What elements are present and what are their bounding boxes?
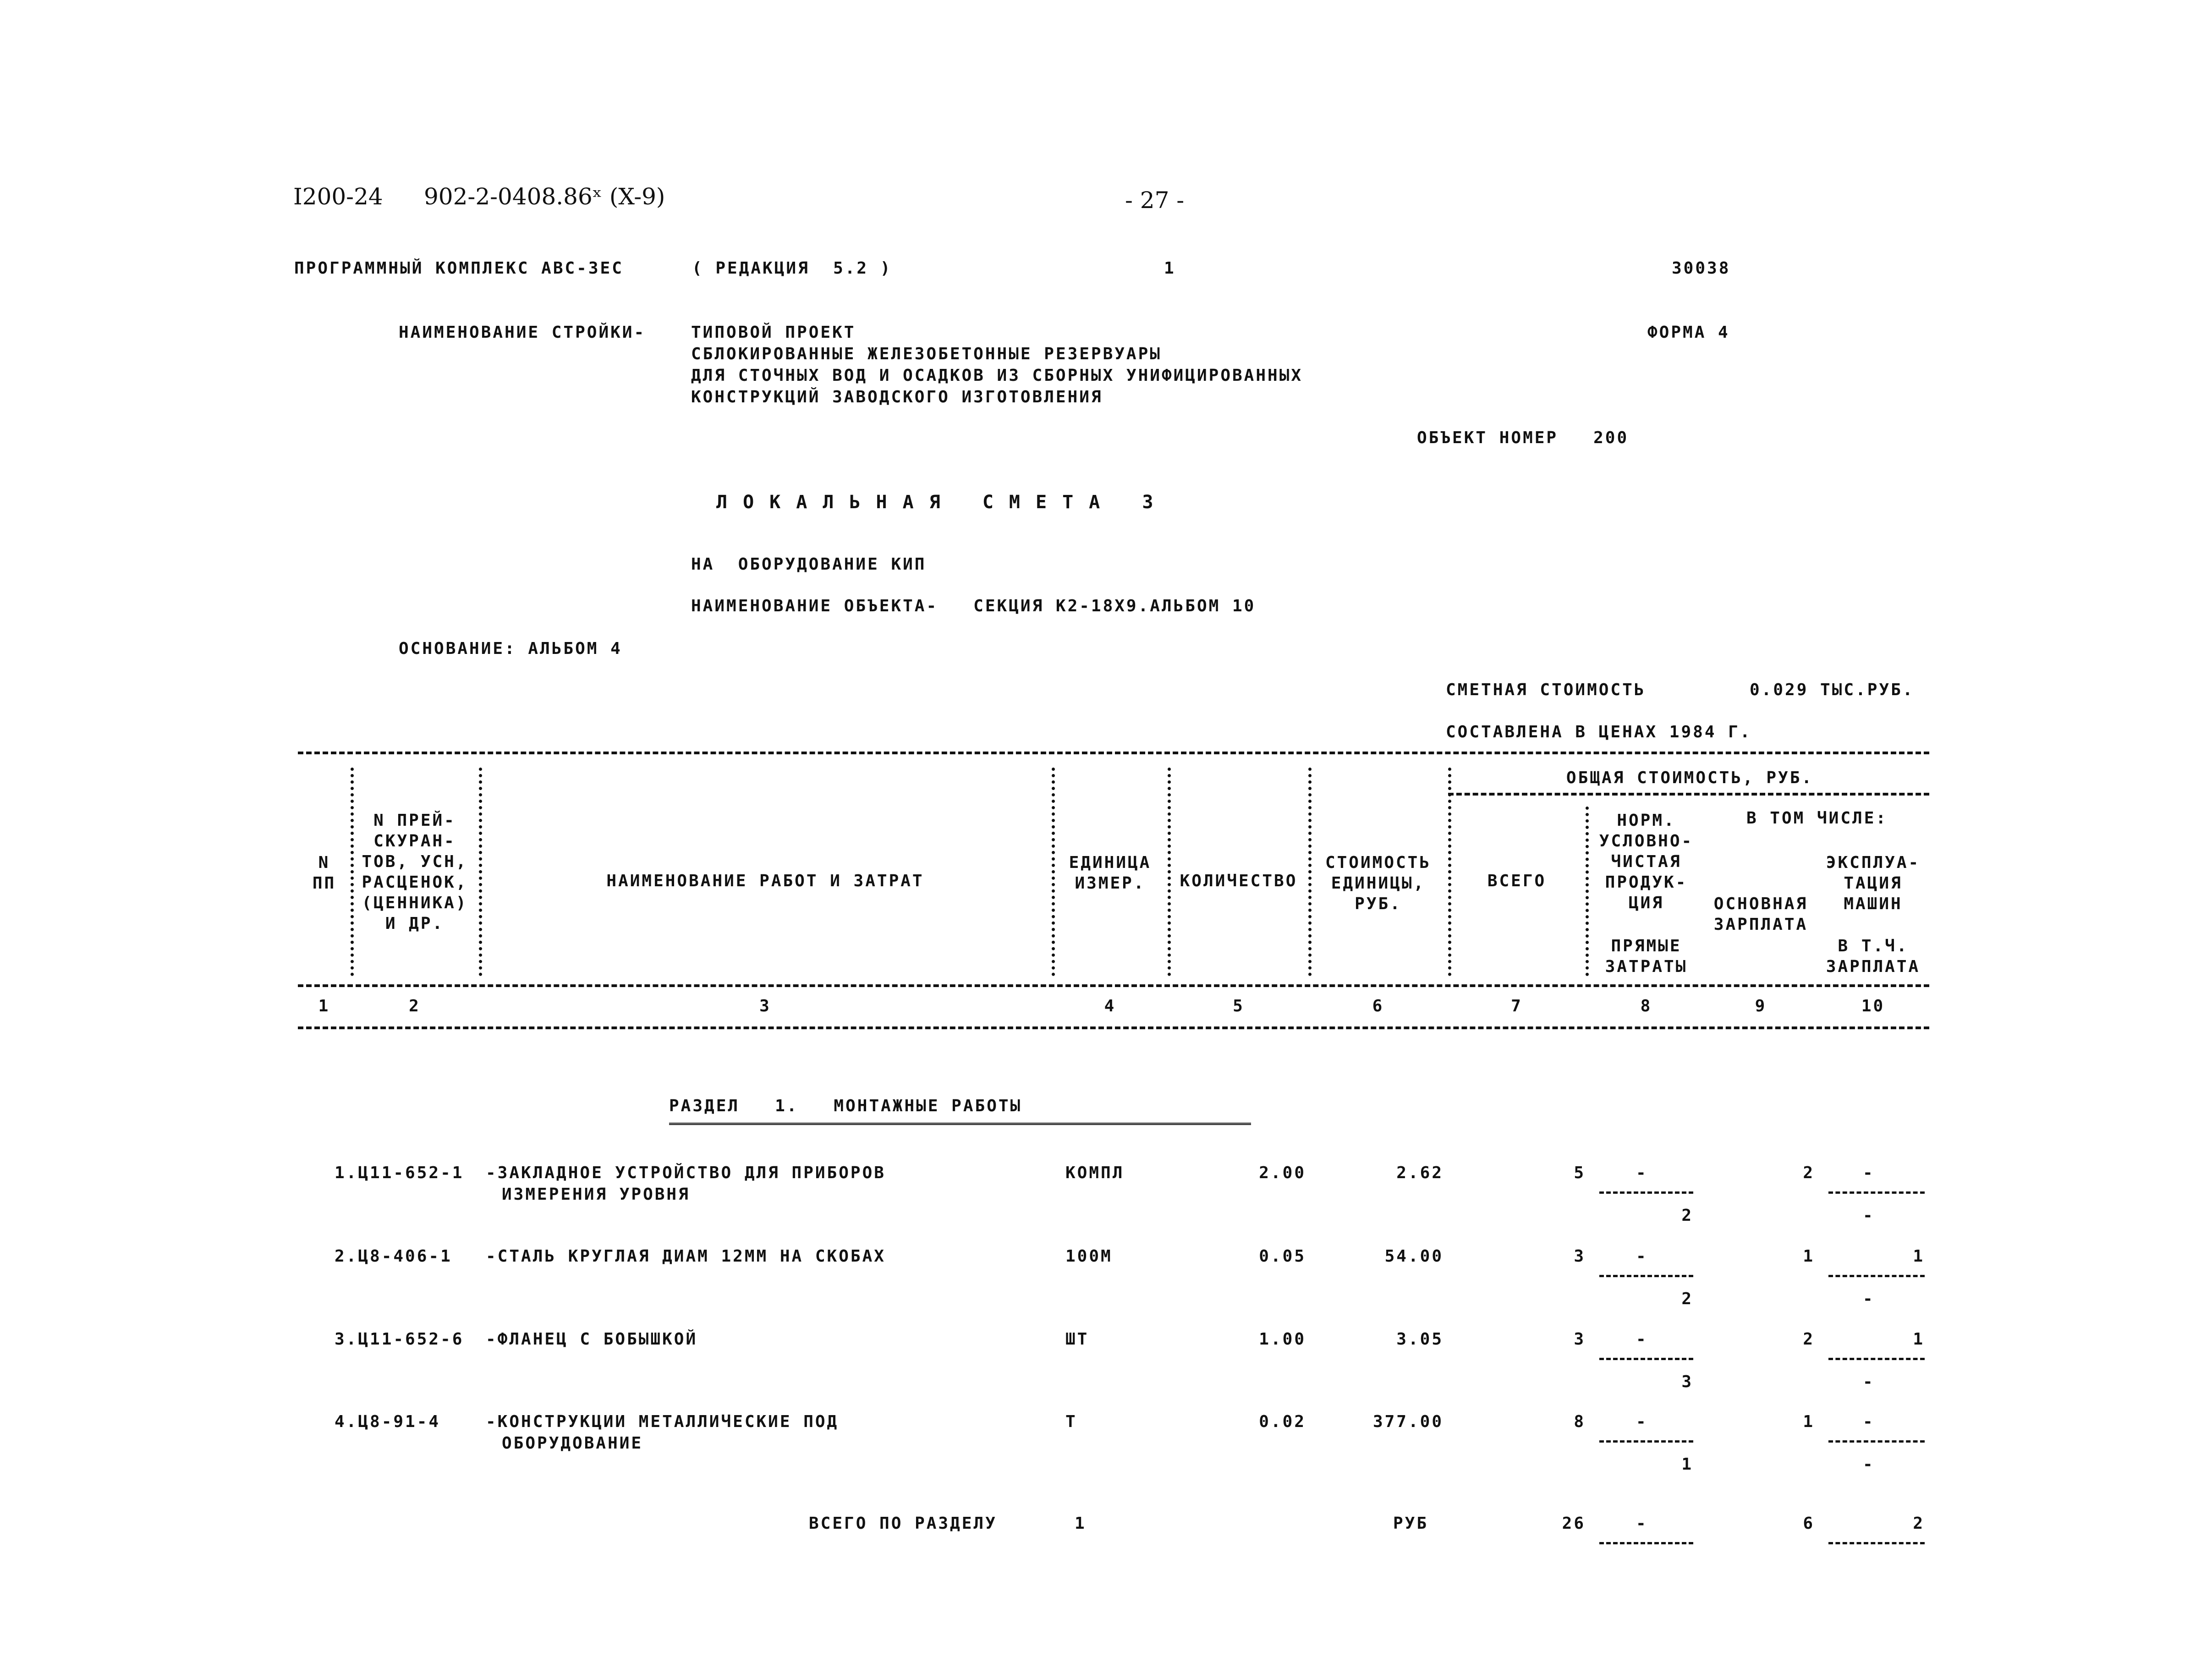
row-unit: ШТ (1065, 1330, 1089, 1349)
row-salary: 1 (1803, 1247, 1815, 1266)
row-divider (1599, 1542, 1693, 1544)
total-group-rule (1448, 793, 1929, 796)
row-total: 3 (1574, 1247, 1586, 1266)
table-header-bottom-rule (298, 984, 1929, 987)
column-number: 9 (1755, 997, 1767, 1015)
row-unit: КОМПЛ (1065, 1164, 1125, 1182)
row-name-continued: ИЗМЕРЕНИЯ УРОВНЯ (502, 1185, 690, 1204)
form-label: ФОРМА 4 (1647, 323, 1730, 342)
section-title-underline (669, 1123, 1251, 1125)
row-divider (1599, 1358, 1693, 1360)
object-name: НАИМЕНОВАНИЕ ОБЪЕКТА- СЕКЦИЯ К2-18Х9.АЛЬБОМ 10 (691, 597, 1256, 615)
row-machines: 1 (1913, 1247, 1925, 1266)
object-number: ОБЪЕКТ НОМЕР 200 (1417, 428, 1629, 447)
row-nuchp: - (1636, 1412, 1648, 1431)
column-number: 7 (1511, 997, 1523, 1015)
row-price: 3.05 (1396, 1330, 1444, 1349)
row-divider (1599, 1440, 1693, 1443)
row-qty: 0.02 (1259, 1412, 1306, 1431)
program-num: 1 (1164, 259, 1176, 278)
row-name-continued: ОБОРУДОВАНИЕ (502, 1434, 643, 1453)
line-name-2: СБЛОКИРОВАННЫЕ ЖЕЛЕЗОБЕТОННЫЕ РЕЗЕРВУАРЫ (691, 345, 1162, 363)
column-number: 3 (759, 997, 771, 1015)
document-title: ЛОКАЛЬНАЯ СМЕТА 3 (716, 492, 1169, 513)
header-col1: N ПП (312, 853, 336, 893)
basis: ОСНОВАНИЕ: АЛЬБОМ 4 (399, 639, 622, 658)
column-number: 5 (1233, 997, 1245, 1015)
row-salary: 1 (1803, 1412, 1815, 1431)
section-total-nuchp: - (1636, 1514, 1648, 1533)
row-machines-salary: - (1863, 1372, 1875, 1391)
row-code: 2.Ц8-406-1 (335, 1247, 452, 1266)
row-divider (1828, 1440, 1925, 1443)
header-col9: ОСНОВНАЯ ЗАРПЛАТА (1713, 895, 1808, 934)
header-col8a: НОРМ. УСЛОВНО- ЧИСТАЯ ПРОДУК- ЦИЯ (1599, 811, 1694, 912)
row-name: -ЗАКЛАДНОЕ УСТРОЙСТВО ДЛЯ ПРИБОРОВ (486, 1164, 886, 1182)
row-price: 54.00 (1384, 1247, 1444, 1266)
header-incl: В ТОМ ЧИСЛЕ: (1746, 809, 1888, 828)
section-total-num: 1 (1075, 1514, 1087, 1533)
header-col6: СТОИМОСТЬ ЕДИНИЦЫ, РУБ. (1325, 853, 1432, 913)
row-salary: 2 (1803, 1330, 1815, 1349)
row-direct: 1 (1681, 1455, 1693, 1474)
column-number: 2 (409, 997, 421, 1015)
prices-note: СОСТАВЛЕНА В ЦЕНАХ 1984 Г. (1446, 723, 1752, 741)
doc-code: I200-24 (293, 183, 383, 210)
section-total-amount: 26 (1562, 1514, 1586, 1533)
row-name: -КОНСТРУКЦИИ МЕТАЛЛИЧЕСКИЕ ПОД (486, 1412, 839, 1431)
row-machines: - (1863, 1412, 1875, 1431)
row-qty: 1.00 (1259, 1330, 1306, 1349)
col-sep (1448, 768, 1451, 976)
row-divider (1828, 1275, 1925, 1277)
row-salary: 2 (1803, 1164, 1815, 1182)
line-name-label: НАИМЕНОВАНИЕ СТРОЙКИ- (399, 323, 646, 342)
row-divider (1828, 1542, 1925, 1544)
row-machines-salary: - (1863, 1455, 1875, 1474)
header-col5: КОЛИЧЕСТВО (1180, 872, 1298, 890)
line-name-4: КОНСТРУКЦИЙ ЗАВОДСКОГО ИЗГОТОВЛЕНИЯ (691, 388, 1103, 406)
row-unit: Т (1065, 1412, 1077, 1431)
row-nuchp: - (1636, 1330, 1648, 1349)
column-number: 4 (1104, 997, 1116, 1015)
doc-designation: 902-2-0408.86ˣ (X-9) (424, 183, 665, 210)
section-total-machines: 2 (1913, 1514, 1925, 1533)
row-nuchp: - (1636, 1164, 1648, 1182)
row-unit: 100М (1065, 1247, 1113, 1266)
row-machines: 1 (1913, 1330, 1925, 1349)
line-name-1: ТИПОВОЙ ПРОЕКТ (691, 323, 856, 342)
header-col10a: ЭКСПЛУА- ТАЦИЯ МАШИН (1826, 853, 1921, 913)
section-total-salary: 6 (1803, 1514, 1815, 1533)
row-total: 5 (1574, 1164, 1586, 1182)
column-number: 10 (1861, 997, 1885, 1015)
column-number: 8 (1640, 997, 1652, 1015)
header-col3: НАИМЕНОВАНИЕ РАБОТ И ЗАТРАТ (606, 872, 924, 890)
program-label: ПРОГРАММНЫЙ КОМПЛЕКС АВС-3ЕС (294, 259, 624, 278)
row-direct: 2 (1681, 1206, 1693, 1225)
row-machines-salary: - (1863, 1290, 1875, 1308)
row-code: 4.Ц8-91-4 (335, 1412, 441, 1431)
section-total-unit: РУБ (1393, 1514, 1429, 1533)
row-name: -СТАЛЬ КРУГЛАЯ ДИАМ 12ММ НА СКОБАХ (486, 1247, 886, 1266)
col-sep (479, 768, 482, 976)
program-edition: ( РЕДАКЦИЯ 5.2 ) (692, 259, 892, 278)
header-col4: ЕДИНИЦА ИЗМЕР. (1069, 853, 1152, 893)
row-qty: 0.05 (1259, 1247, 1306, 1266)
header-total-group: ОБЩАЯ СТОИМОСТЬ, РУБ. (1566, 768, 1814, 787)
table-top-rule (298, 752, 1929, 754)
row-code: 1.Ц11-652-1 (335, 1164, 464, 1182)
row-divider (1828, 1191, 1925, 1194)
program-code: 30038 (1672, 259, 1731, 278)
row-machines-salary: - (1863, 1206, 1875, 1225)
row-price: 2.62 (1396, 1164, 1444, 1182)
header-col8b: ПРЯМЫЕ ЗАТРАТЫ (1605, 937, 1688, 976)
line-name-3: ДЛЯ СТОЧНЫХ ВОД И ОСАДКОВ ИЗ СБОРНЫХ УНИФИЦИРОВАННЫХ (691, 366, 1303, 385)
row-machines: - (1863, 1164, 1875, 1182)
header-col7: ВСЕГО (1487, 872, 1547, 890)
section-title: РАЗДЕЛ 1. МОНТАЖНЫЕ РАБОТЫ (669, 1097, 1022, 1115)
row-code: 3.Ц11-652-6 (335, 1330, 464, 1349)
row-price: 377.00 (1372, 1412, 1444, 1431)
header-col2: N ПРЕЙ- СКУРАН- ТОВ, УСН, РАСЦЕНОК, (ЦЕННИКА) И ДР. (362, 811, 468, 933)
cost-value: 0.029 ТЫС.РУБ. (1750, 681, 1915, 699)
row-divider (1599, 1275, 1693, 1277)
column-numbers-rule (298, 1026, 1929, 1029)
row-divider (1828, 1358, 1925, 1360)
row-divider (1599, 1191, 1693, 1194)
row-name: -ФЛАНЕЦ С БОБЫШКОЙ (486, 1330, 698, 1349)
column-number: 6 (1372, 997, 1384, 1015)
row-direct: 2 (1681, 1290, 1693, 1308)
col-sep (1168, 768, 1171, 976)
page-number: - 27 - (1125, 187, 1185, 214)
row-qty: 2.00 (1259, 1164, 1306, 1182)
cost-label: СМЕТНАЯ СТОИМОСТЬ (1446, 681, 1646, 699)
subject: НА ОБОРУДОВАНИЕ КИП (691, 555, 927, 574)
row-total: 3 (1574, 1330, 1586, 1349)
row-nuchp: - (1636, 1247, 1648, 1266)
row-direct: 3 (1681, 1372, 1693, 1391)
section-total-label: ВСЕГО ПО РАЗДЕЛУ (809, 1514, 997, 1533)
row-total: 8 (1574, 1412, 1586, 1431)
column-number: 1 (318, 997, 330, 1015)
header-col10b: В Т.Ч. ЗАРПЛАТА (1826, 937, 1921, 976)
